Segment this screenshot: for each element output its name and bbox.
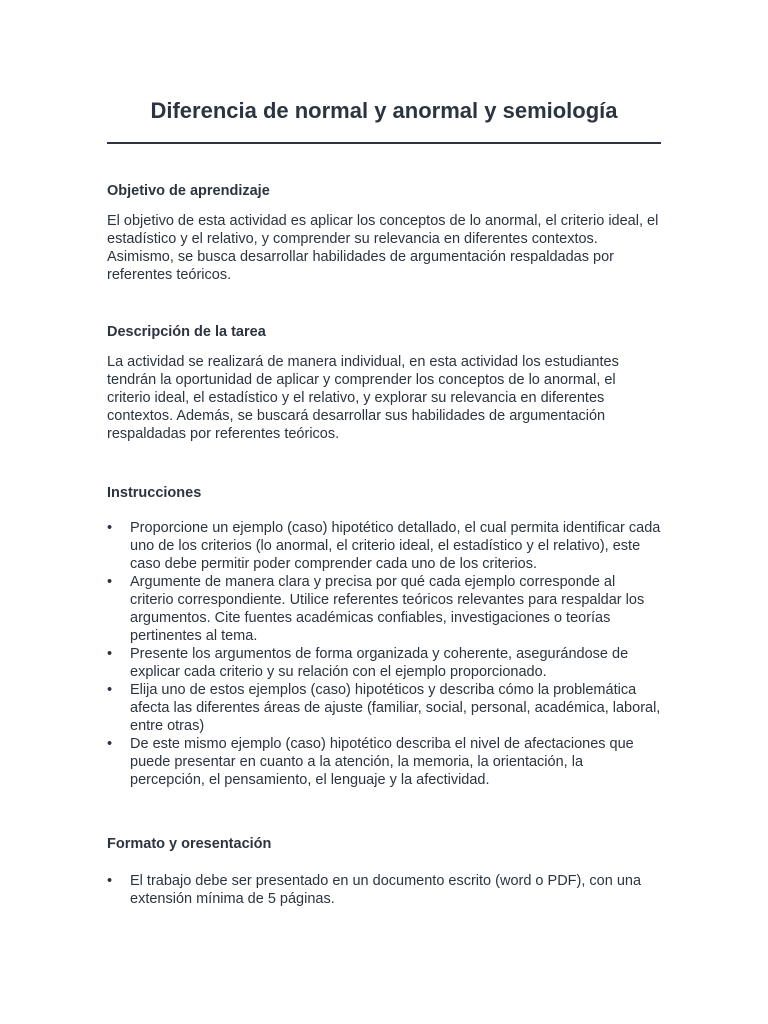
- section-heading-formato: Formato y oresentación: [107, 836, 272, 852]
- section-heading-descripcion: Descripción de la tarea: [107, 324, 266, 340]
- document-title: Diferencia de normal y anormal y semiología: [150, 98, 618, 123]
- bullet-icon: •: [107, 736, 113, 752]
- list-item: [107, 872, 661, 908]
- bullet-icon: •: [107, 646, 113, 662]
- bullet-icon: •: [107, 574, 113, 590]
- formato-list: [107, 872, 661, 908]
- section-body-descripcion: La actividad se realizará de manera individual, en esta actividad los estudiantes tendrán la oportunidad de aplicar y comprender los conceptos de lo anormal, el criterio ideal, el estadístico y el relativo, y explorar su relevancia en diferentes contextos. Además, se buscará desarrollar sus habilidades de argumentación respaldadas por referentes teóricos.: [107, 354, 619, 442]
- section-heading-objetivo: Objetivo de aprendizaje: [107, 183, 270, 199]
- title-divider: [107, 142, 661, 144]
- section-body-objetivo: El objetivo de esta actividad es aplicar los conceptos de lo anormal, el criterio ideal, el estadístico y el relativo, y comprender su relevancia en diferentes contextos. Asimismo, se busca desarrollar habilidades de argumentación respaldadas por referentes teóricos.: [107, 213, 659, 283]
- list-item-text: Elija uno de estos ejemplos (caso) hipotéticos y describa cómo la problemática afecta las diferentes áreas de ajuste (familiar, social, personal, académica, laboral, entre otras): [130, 682, 661, 734]
- bullet-icon: •: [107, 682, 113, 698]
- list-item: [107, 519, 661, 573]
- list-item-text: De este mismo ejemplo (caso) hipotético describa el nivel de afectaciones que puede presentar en cuanto a la atención, la memoria, la orientación, la percepción, el pensamiento, el lenguaje y la afectividad.: [130, 736, 634, 788]
- list-item-text: El trabajo debe ser presentado en un documento escrito (word o PDF), con una extensión mínima de 5 páginas.: [130, 873, 642, 907]
- list-item: [107, 573, 661, 645]
- list-item: [107, 681, 661, 735]
- bullet-icon: •: [107, 873, 113, 889]
- section-heading-instrucciones: Instrucciones: [107, 485, 202, 501]
- list-item: [107, 645, 661, 681]
- list-item-text: Proporcione un ejemplo (caso) hipotético detallado, el cual permita identificar cada uno de los criterios (lo anormal, el criterio ideal, el estadístico y el relativo), este caso debe permitir poder comprender cada uno de los criterios.: [130, 520, 661, 572]
- list-item-text: Argumente de manera clara y precisa por qué cada ejemplo corresponde al criterio correspondiente. Utilice referentes teóricos relevantes para respaldar los argumentos. Cite fuentes académicas confiables, investigaciones o teorías pertinentes al tema.: [130, 574, 645, 644]
- bullet-icon: •: [107, 520, 113, 536]
- instrucciones-list: [107, 519, 661, 789]
- list-item: [107, 735, 661, 789]
- list-item-text: Presente los argumentos de forma organizada y coherente, asegurándose de explicar cada criterio y su relación con el ejemplo proporcionado.: [130, 646, 629, 680]
